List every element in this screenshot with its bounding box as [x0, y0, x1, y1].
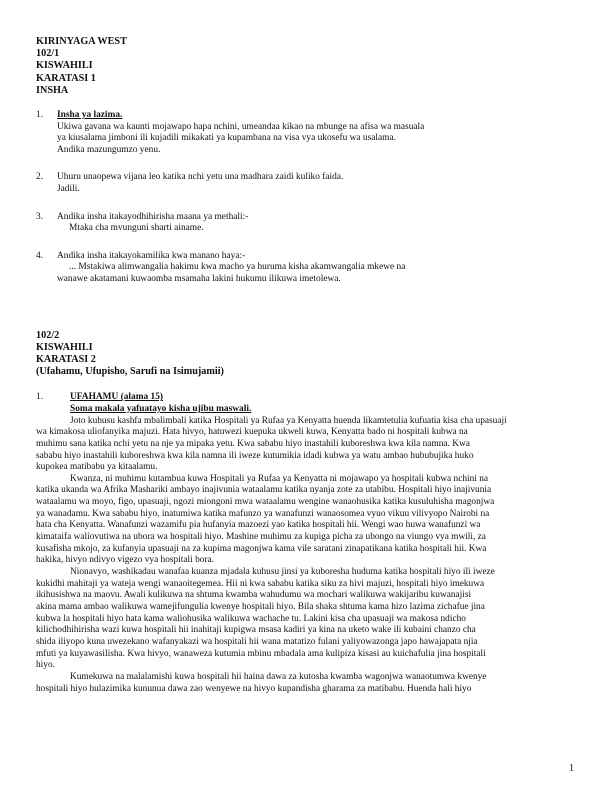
passage-line: mfuti ya kuyawasilisha. Kwa hivyo, wanaweza kutumia mbinu mbadala ama kulipiza kisasi au kuichafulia jina hospitali	[36, 648, 486, 659]
ufahamu-instruction: Soma makala yafuatayo kisha ujibu maswali.	[70, 403, 252, 414]
passage-line: hiyo.	[36, 660, 55, 671]
paper1-header	[36, 36, 584, 97]
passage-line: Kwanza, ni muhimu kutambua kuwa Hospitali ya Rufaa ya Kenyatta ni mojawapo ya hospitali kubwa nchini na	[70, 473, 489, 484]
passage-line: ya wanadamu. Kwa sababu hiyo, inatumiwa katika mafunzo ya wanafunzi wanaosomea vyuo vikuu vilivyopo Nairobi na	[36, 508, 490, 519]
passage-line: hakika, hivyo ndivyo vigezo vya hospitali bora.	[36, 555, 215, 566]
school-name: KIRINYAGA WEST	[36, 36, 127, 47]
question-1-number: 1.	[36, 110, 44, 121]
question-4-line: Andika insha itakayokamilika kwa manano haya:-	[57, 250, 246, 261]
question-4-line: ... Mstakiwa alimwangalia hakimu kwa macho ya huruma kisha akamwangalia mkewe na	[69, 262, 406, 273]
paper2-code: 102/2	[36, 329, 60, 341]
passage-line: kilichodhihirisha wazi kuwa hospitali hii inahitaji kupigwa msasa kadiri ya kina na uketo wake ili kubaini chanzo cha	[36, 625, 476, 636]
passage-line: Nionavyo, washikadau wanafaa kuanza mjadala kuhusu jinsi ya kuboresha huduma katika hospitali hiyo ili iweze	[70, 567, 495, 578]
paper2-subject: KISWAHILI	[36, 341, 93, 353]
passage-line: wataalamu wa moyo, figo, upasuaji, ngozi miongoni mwa wataalamu wengine wanaohusika katika kusuluhisha magonjwa	[36, 497, 495, 508]
passage-line: Kumekuwa na malalamishi kuwa hospitali hii haina dawa za kutosha kwamba wagonjwa wanaotumwa kwenye	[70, 671, 487, 682]
passage-paragraph-4	[36, 672, 584, 695]
question-2-number: 2.	[36, 172, 44, 183]
ufahamu-number: 1.	[36, 392, 44, 403]
paper2-number: KARATASI 2	[36, 353, 96, 365]
paper2-subtitle: (Ufahamu, Ufupisho, Sarufi na Isimujamii)	[36, 366, 224, 378]
passage-paragraph-2	[36, 474, 584, 567]
question-3-number: 3.	[36, 211, 44, 222]
passage-line: akina mama ambao walikuwa wamejifungulia kwenye hospitali hiyo. Bila shaka shtuma kama hizo lazima zichafue jina	[36, 602, 485, 613]
passage-line: kusafisha mkojo, za kufanyia upasuaji na za kupima magonjwa kama vile saratani zinapatikana katika hospitali hii. Kwa	[36, 543, 487, 554]
passage-line: kukidhi mahitaji ya wateja wengi wanaoitegemea. Hii ni kwa sababu katika siku za hivi majuzi, hospitali hiyo imekuwa	[36, 578, 485, 589]
passage-line: hata cha Kenyatta. Wanafunzi wazamifu pia hufanyia mazoezi yao katika hospitali hii. Wengi wao huwa wanafunzi wa	[36, 520, 481, 531]
question-4-number: 4.	[36, 250, 44, 261]
question-3-proverb: Mtaka cha mvunguni sharti ainame.	[69, 223, 204, 234]
document-page	[36, 36, 584, 695]
passage-line: kimataifa waliovutiwa na ubora wa hospitali hiyo. Mashine muhimu za kupiga picha za ubongo na viungo vya mwili, za	[36, 532, 486, 543]
question-2-line: Jadili.	[57, 183, 80, 194]
passage-line: wa kimakosa uliofanyika majuzi. Hata hivyo, hatuwezi kuepuka ukweli kuwa, Kenyatta bado ni hospitali kubwa na	[36, 427, 468, 438]
passage-line: kubwa la hospitali hiyo hata kama waliohusika walikuwa wachache tu. Lakini kisa cha upasuaji wa makosa ndicho	[36, 613, 466, 624]
question-2-line: Uhuru unaopewa vijana leo katika nchi yetu una madhara zaidi kuliko faida.	[57, 172, 344, 183]
passage-line: katika ukanda wa Afrika Mashariki ambayo inajivunia wataalamu katika nyanja zote za utabibu. Hospitali hiyo inajivunia	[36, 485, 492, 496]
page-number: 1	[569, 763, 574, 774]
ufahamu-heading: UFAHAMU (alama 15)	[70, 392, 164, 403]
passage-paragraph-3	[36, 567, 584, 672]
question-4-line: wanawe akatamani kuwaomba msamaha lakini hukumu ilikuwa imetolewa.	[57, 273, 341, 284]
paper1-code: 102/1	[36, 48, 60, 60]
paper1-number: KARATASI 1	[36, 72, 96, 84]
question-1	[36, 110, 584, 156]
ufahamu-heading-block	[36, 392, 584, 415]
question-1-line: Ukiwa gavana wa kaunti mojawapo hapa nchini, umeandaa kikao na mbunge na afisa wa masuala	[57, 121, 425, 132]
passage-line: shida iliyopo kuna uwezekano wafanyakazi wa hospitali hii wana matatizo fulani yaliyowazonga japo hawajapata njia	[36, 637, 478, 648]
passage-paragraph-1	[36, 416, 584, 474]
passage-line: sababu hiyo inastahili kuboreshwa kwa kila namna ili iweze kutumikia idadi kubwa ya watu ambao hububujika huko	[36, 450, 474, 461]
question-2	[36, 172, 584, 195]
question-3-line: Andika insha itakayodhihirisha maana ya methali:-	[57, 211, 249, 222]
passage-line: kupokea matibabu ya kitaalamu.	[36, 462, 158, 473]
question-3	[36, 212, 584, 235]
question-1-line: Andika mazungumzo yenu.	[57, 144, 161, 155]
paper2-header	[36, 330, 584, 379]
question-4	[36, 251, 584, 286]
paper1-title: INSHA	[36, 84, 69, 96]
passage-line: Joto kuhusu kashfa mbalimbali katika Hospitali ya Rufaa ya Kenyatta huenda likamtetulia kufuatia kisa cha upasuaji	[70, 415, 507, 426]
passage-line: hospitali hiyo hulazimika kununua dawa zao wenyewe na hivyo kupandisha gharama za matibabu. Huenda hali hiyo	[36, 683, 472, 694]
question-1-heading: Insha ya lazima.	[57, 110, 123, 121]
paper1-subject: KISWAHILI	[36, 60, 93, 72]
passage-line: muhimu sana katika nchi yetu na nje ya mipaka yetu. Kwa sababu hiyo inastahili kuboreshwa kwa kila namna. Kwa	[36, 438, 470, 449]
question-1-line: ya kiusalama jimboni ili kujadili mikakati ya kupambana na visa vya ukosefu wa usalama.	[57, 133, 396, 144]
passage-line: ikihusishwa na maovu. Awali kulikuwa na shtuma kwamba wahudumu wa mochari walikuwa wakijaribu kuwanajisi	[36, 590, 472, 601]
